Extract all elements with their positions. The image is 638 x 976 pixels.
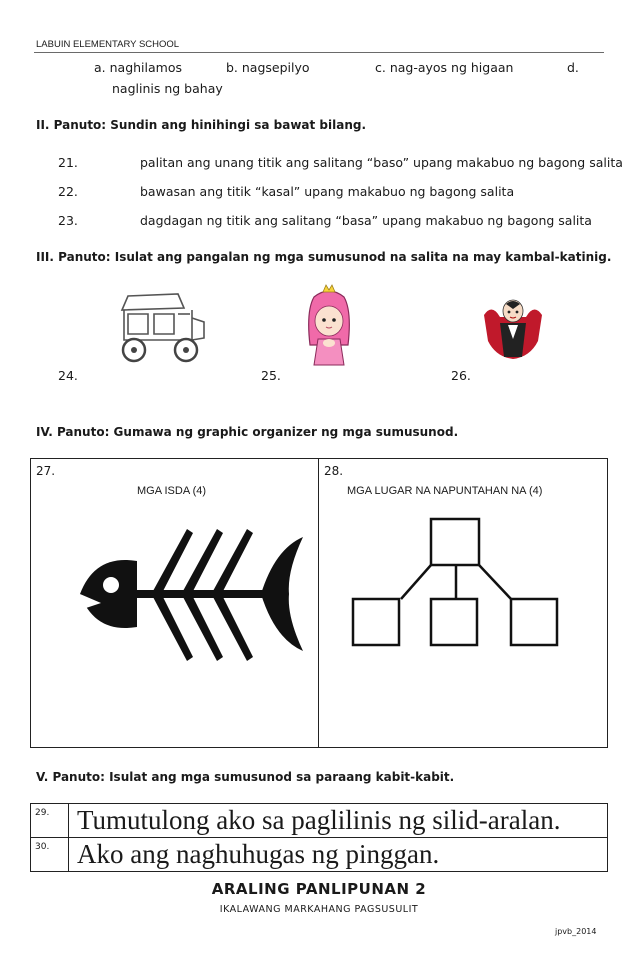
organizer-box-3: [511, 599, 557, 645]
writing-table: [30, 803, 608, 872]
organizer-top-box: [431, 519, 479, 565]
item-29-sentence: Tumutulong ako sa paglilinis ng silid-aralan.: [69, 804, 608, 838]
item-30-number: 30.: [31, 838, 69, 872]
section-2-title: II. Panuto: Sundin ang hinihingi sa bawat bilang.: [36, 118, 367, 132]
vampire-picture: [482, 295, 544, 361]
subject-title: ARALING PANLIPUNAN 2: [211, 880, 427, 898]
section-5-title: V. Panuto: Isulat ang mga sumusunod sa paraang kabit-kabit.: [36, 770, 455, 784]
item-26-number: 26.: [451, 368, 471, 383]
writing-row: [31, 838, 608, 872]
item-21-text: palitan ang unang titik ang salitang “baso” upang makabuo ng bagong salita: [140, 155, 623, 170]
option-b: b. nagsepilyo: [226, 60, 310, 75]
organizer-box-2: [431, 599, 477, 645]
organizer-cell-28: [319, 459, 608, 748]
tree-box-diagram: [349, 515, 589, 649]
item-30-sentence: Ako ang naghuhugas ng pinggan.: [69, 838, 608, 872]
organizer-box-1: [353, 599, 399, 645]
item-27-number: 27.: [36, 464, 56, 478]
option-d: d.: [567, 60, 579, 75]
writing-row: [31, 804, 608, 838]
exam-subtitle: IKALAWANG MARKAHANG PAGSUSULIT: [219, 904, 419, 915]
item-21-number: 21.: [58, 155, 78, 170]
section-4-title: IV. Panuto: Gumawa ng graphic organizer ng mga sumusunod.: [36, 425, 459, 439]
option-d-continued: naglinis ng bahay: [112, 81, 223, 96]
item-22-number: 22.: [58, 184, 78, 199]
option-c: c. nag-ayos ng higaan: [375, 60, 514, 75]
section-3-title: III. Panuto: Isulat ang pangalan ng mga sumusunod na salita na may kambal-katinig.: [36, 250, 612, 264]
fish-organizer-title: MGA ISDA (4): [137, 485, 207, 497]
item-23-text: dagdagan ng titik ang salitang “basa” upang makabuo ng bagong salita: [140, 213, 592, 228]
item-25-number: 25.: [261, 368, 281, 383]
school-name: LABUIN ELEMENTARY SCHOOL: [36, 39, 180, 50]
item-23-number: 23.: [58, 213, 78, 228]
item-22-text: bawasan ang titik “kasal” upang makabuo ng bagong salita: [140, 184, 515, 199]
tricycle-picture: [108, 288, 206, 366]
fishbone-diagram: [75, 519, 305, 669]
item-29-number: 29.: [31, 804, 69, 838]
organizer-cell-27: [31, 459, 319, 748]
places-organizer-title: MGA LUGAR NA NAPUNTAHAN NA (4): [347, 485, 543, 497]
header-divider: [34, 52, 604, 53]
option-a: a. naghilamos: [94, 60, 182, 75]
author-code: jpvb_2014: [555, 927, 597, 936]
princess-picture: [306, 283, 352, 367]
item-28-number: 28.: [324, 464, 344, 478]
item-24-number: 24.: [58, 368, 78, 383]
graphic-organizer-table: [30, 458, 608, 748]
